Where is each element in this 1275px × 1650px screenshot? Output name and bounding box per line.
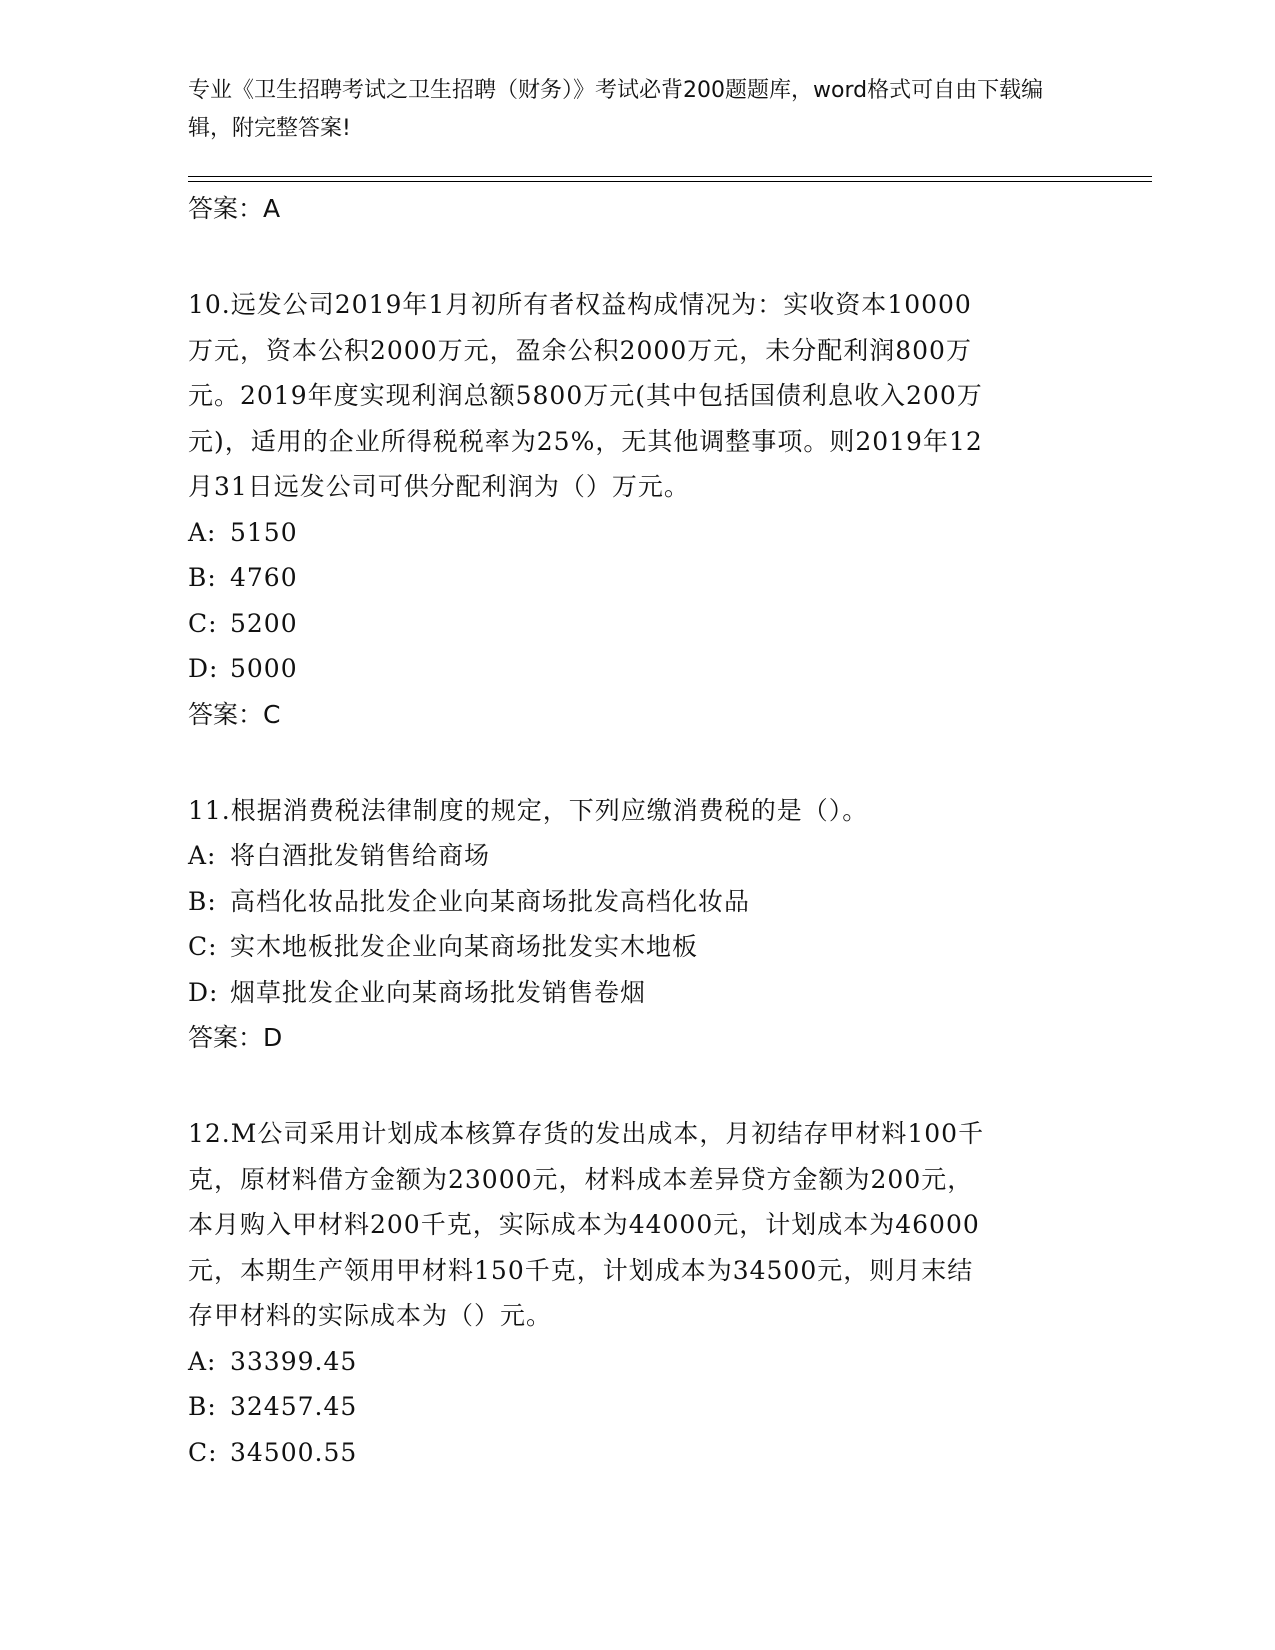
question-stem-line: 月31日远发公司可供分配利润为（）万元。 <box>188 472 690 501</box>
option-letter: A: <box>188 1346 217 1376</box>
option-letter: A: <box>188 517 217 547</box>
question-stem-line: 12.M公司采用计划成本核算存货的发出成本，月初结存甲材料100千 <box>188 1119 985 1148</box>
header-divider-top <box>188 176 1152 177</box>
question-list <box>188 186 1088 1475</box>
option-letter: B: <box>188 563 217 592</box>
option-text: 高档化妆品批发企业向某商场批发高档化妆品 <box>230 886 751 916</box>
option-a <box>188 1339 1088 1385</box>
option-c <box>188 601 1088 647</box>
question-stem-line: 11.根据消费税法律制度的规定，下列应缴消费税的是（）。 <box>188 795 869 825</box>
option-b <box>188 879 1088 925</box>
document-header: 专业《卫生招聘考试之卫生招聘（财务）》考试必背200题题库，word格式可自由下载编辑，附完整答案! <box>188 78 1044 141</box>
option-b <box>188 1384 1088 1430</box>
option-letter: B: <box>188 886 217 916</box>
option-text: 32457.45 <box>230 1392 358 1421</box>
option-letter: D: <box>188 654 219 683</box>
option-letter: C: <box>188 608 218 638</box>
question-stem-line: 本月购入甲材料200千克，实际成本为44000元，计划成本为46000 <box>188 1210 980 1239</box>
option-text: 4760 <box>230 563 298 592</box>
option-c <box>188 1430 1088 1476</box>
option-c <box>188 924 1088 970</box>
answer-line: 答案：D <box>188 1023 283 1052</box>
question-stem-line: 元。2019年度实现利润总额5800万元(其中包括国债利息收入200万 <box>188 381 983 410</box>
option-letter: C: <box>188 932 218 961</box>
question-stem-line: 存甲材料的实际成本为（）元。 <box>188 1301 553 1330</box>
option-d <box>188 646 1088 692</box>
option-text: 烟草批发企业向某商场批发销售卷烟 <box>230 977 647 1007</box>
question-stem-line: 元，本期生产领用甲材料150千克，计划成本为34500元，则月末结 <box>188 1255 974 1285</box>
question-item <box>188 788 1088 1062</box>
answer-line: 答案：C <box>188 699 281 729</box>
option-letter: B: <box>188 1392 217 1421</box>
option-letter: A: <box>188 841 217 870</box>
question-stem-line: 元)，适用的企业所得税税率为25%，无其他调整事项。则2019年12 <box>188 426 983 456</box>
header-divider-bottom <box>188 181 1152 182</box>
option-text: 33399.45 <box>230 1346 358 1376</box>
option-letter: D: <box>188 977 219 1007</box>
option-text: 34500.55 <box>230 1437 358 1467</box>
question-stem-line: 万元，资本公积2000万元，盈余公积2000万元，未分配利润800万 <box>188 335 972 365</box>
option-d <box>188 970 1088 1016</box>
question-stem-line: 10.远发公司2019年1月初所有者权益构成情况为：实收资本10000 <box>188 290 972 319</box>
question-item <box>188 1111 1088 1475</box>
question-stem-line: 克，原材料借方金额为23000元，材料成本差异贷方金额为200元， <box>188 1164 974 1194</box>
option-b <box>188 555 1088 601</box>
option-text: 将白酒批发销售给商场 <box>230 841 491 870</box>
option-text: 5000 <box>230 654 298 683</box>
option-text: 5150 <box>230 517 298 547</box>
option-a <box>188 833 1088 879</box>
answer-line: 答案：A <box>188 194 281 223</box>
question-item <box>188 282 1088 738</box>
option-text: 实木地板批发企业向某商场批发实木地板 <box>230 932 699 961</box>
option-letter: C: <box>188 1437 218 1467</box>
option-a <box>188 510 1088 556</box>
option-text: 5200 <box>230 608 298 638</box>
